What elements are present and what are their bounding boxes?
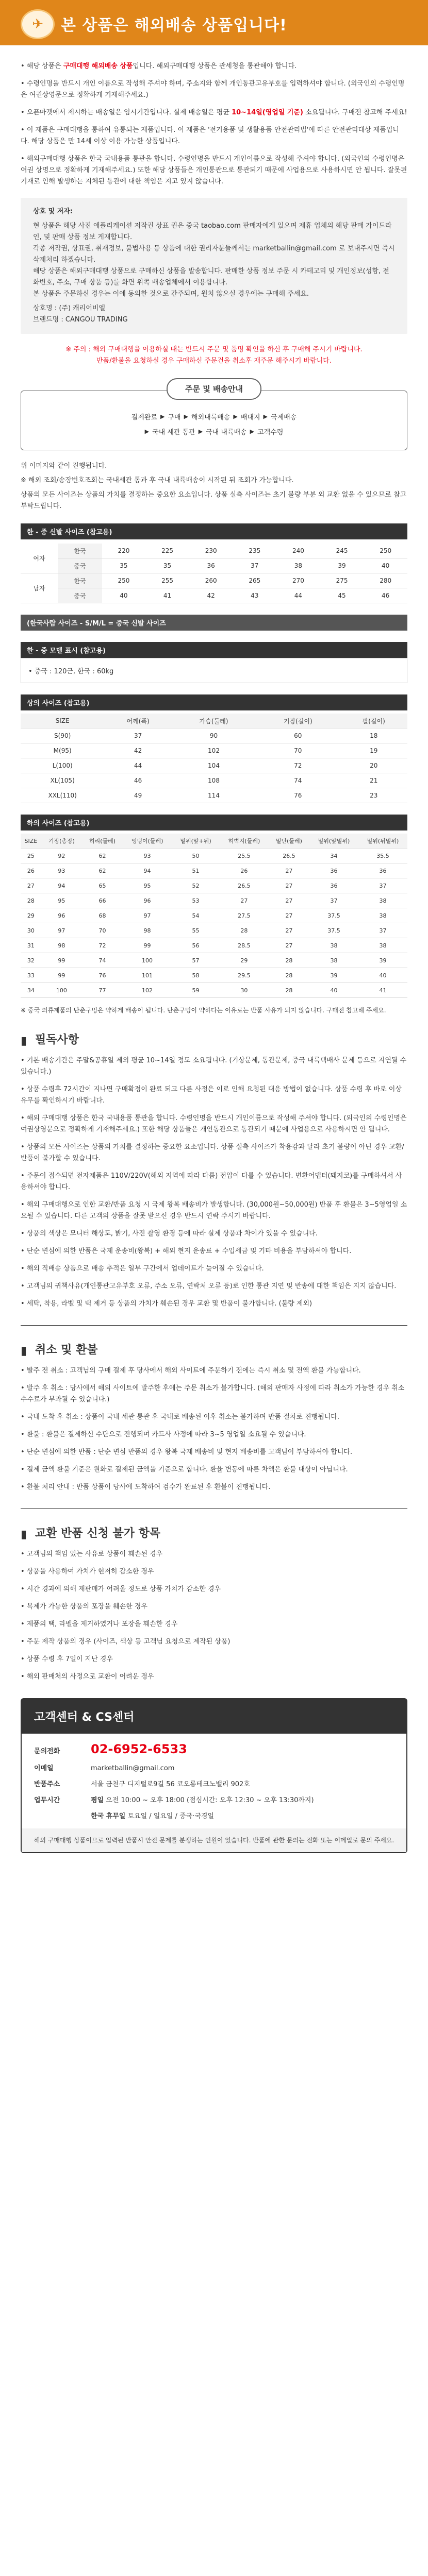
cs-holiday-row: 한국 휴무일 토요일 / 일요일 / 중국·국경일 <box>91 1812 215 1820</box>
caution-title: ▮ 필독사항 <box>21 1033 79 1047</box>
overseas-shipping-banner <box>0 0 428 45</box>
table-cell: 77 <box>82 983 123 998</box>
table-row <box>21 893 407 908</box>
cs-title: 고객센터 & CS센터 <box>22 1699 406 1734</box>
table-row <box>21 968 407 983</box>
table-row <box>21 849 407 863</box>
table-cell: 56 <box>172 938 220 953</box>
table-cell: 29 <box>220 953 269 968</box>
table-cell: 26.5 <box>220 878 269 893</box>
table-cell: 35 <box>102 558 146 573</box>
table-cell: XL(105) <box>21 773 104 788</box>
shoe-size-header: 한 - 중 신발 사이즈 (참고용) <box>21 523 407 539</box>
order-flow <box>0 378 428 450</box>
table-cell: S(90) <box>21 728 104 743</box>
table-cell: 28.5 <box>220 938 269 953</box>
cs-footer: 해외 구매대행 상품이므로 입력된 반품시 안전 문제를 분쟁하는 인원이 있습니다. 반품에 관한 문의는 전화 또는 이메일로 문의 주세요. <box>22 1828 406 1852</box>
divider <box>21 1325 407 1326</box>
table-cell: 18 <box>340 728 407 743</box>
table-cell: 36 <box>189 558 233 573</box>
arrow-right-icon: ▶ <box>250 428 255 435</box>
table-cell: 230 <box>189 544 233 558</box>
table-cell: 255 <box>145 573 189 588</box>
bottom-size-section <box>0 815 428 1015</box>
table-cell: 38 <box>358 938 407 953</box>
table-cell: 58 <box>172 968 220 983</box>
table-row <box>21 758 407 773</box>
country-label: 한국 <box>58 544 102 558</box>
column-header: SIZE <box>21 714 104 728</box>
table-cell: 36 <box>358 863 407 878</box>
seller-info-line: 현 상품은 해당 사진 애플리케이션 저작권 상표 권은 중국 taobao.com 판매자에게 있으며 제휴 업체의 해당 판매 가이드라인, 및 판매 상품 정보 게재합니다. <box>33 222 392 241</box>
table-cell: 28 <box>21 893 41 908</box>
column-header: 기장(총장) <box>41 834 82 849</box>
intro-bullet: • 오픈마켓에서 제시하는 배송일은 임시기간입니다. 실제 배송일은 평균 10~14일(영업일 기준) 소요됩니다. 구매전 참고해 주세요! <box>21 109 407 116</box>
table-cell: 93 <box>41 863 82 878</box>
list-item: • 발주 후 취소 : 당사에서 해외 사이트에 발주한 후에는 주문 취소가 불가합니다. (해외 판매자 사정에 따라 취소가 가능한 경우 취소 수수료가 부과될 수 있습니다.) <box>21 1384 405 1403</box>
arrow-right-icon: ▶ <box>184 413 189 420</box>
table-cell: 26 <box>21 863 41 878</box>
table-cell: 25.5 <box>220 849 269 863</box>
cs-address-row: 반품주소 서울 금천구 디지털로9길 56 코오롱테크노밸리 902호 <box>22 1775 406 1791</box>
flow-notes <box>0 461 428 512</box>
list-icon: ▮ <box>21 1345 27 1358</box>
arrow-right-icon: ▶ <box>233 413 238 420</box>
arrow-right-icon: ▶ <box>198 428 203 435</box>
table-cell: 26 <box>220 863 269 878</box>
table-cell: 93 <box>123 849 172 863</box>
list-item: • 해외 구매대행 상품은 한국 국내용품 통관을 합니다. 수령인명을 반드시 개인이름으로 작성해 주셔야 합니다. (외국인의 수령인명은 여권상영문으로 정확하게 기재해주세요.) 또한 해당 상품들은 개인통관으로 통관되기 때문에 사업용으로 사용하시면 안 됩니다. <box>21 1114 407 1133</box>
table-cell: 27.5 <box>220 908 269 923</box>
country-label: 중국 <box>58 588 102 603</box>
order-flow-pill: 주문 및 배송안내 <box>167 378 261 400</box>
table-cell: 72 <box>82 938 123 953</box>
table-cell: 250 <box>364 544 407 558</box>
table-cell: 52 <box>172 878 220 893</box>
table-cell: 41 <box>145 588 189 603</box>
refund-section <box>0 1325 428 1493</box>
cs-phone[interactable]: 02-6952-6533 <box>91 1742 187 1756</box>
table-cell: 68 <box>82 908 123 923</box>
cs-phone-row: 문의전화 02-6952-6533 <box>34 1742 187 1756</box>
table-cell: 45 <box>320 588 364 603</box>
intro-bullet: • 이 제품은 구매대행을 통하여 유통되는 제품입니다. 이 제품은 '전기용품 및 생활용품 안전관리법'에 따른 안전관리대상 제품입니다. 해당 상품은 만 14세 이상 이용 가능한 상품입니다. <box>21 126 399 145</box>
warning-line: ※ 주의 : 해외 구매대행을 이용하실 때는 반드시 주문 및 품명 확인을 하신 후 구매해 주시기 바랍니다. <box>65 346 363 353</box>
table-cell: 102 <box>172 743 256 758</box>
column-header: 밑위(앞밑위) <box>309 834 358 849</box>
table-cell: 99 <box>41 968 82 983</box>
flow-step: 구매 <box>168 414 181 421</box>
arrow-right-icon: ▶ <box>160 413 165 420</box>
table-cell: 28 <box>220 923 269 938</box>
warning-notice <box>0 344 428 367</box>
table-cell: 250 <box>102 573 146 588</box>
table-cell: 37 <box>233 558 276 573</box>
table-cell: 37 <box>104 728 172 743</box>
list-item: • 상품 수령후 72시간이 지나면 구매확정이 완료 되고 다른 사정은 이로 인해 요청된 대응 방법이 없습니다. 상품 수령 후 바로 이상 유무를 확인하시기 바랍니다. <box>21 1086 402 1105</box>
table-cell: M(95) <box>21 743 104 758</box>
table-row <box>21 908 407 923</box>
table-row <box>21 953 407 968</box>
bottom-size-header: 하의 사이즈 (참고용) <box>21 815 407 831</box>
table-cell: 20 <box>340 758 407 773</box>
cs-address: 서울 금천구 디지털로9길 56 코오롱테크노밸리 902호 <box>91 1781 250 1788</box>
gender-label: 남자 <box>21 573 58 603</box>
seller-info-title: 상호 및 저자: <box>33 208 73 215</box>
table-cell: 35.5 <box>358 849 407 863</box>
top-size-table <box>21 714 407 803</box>
table-cell: 104 <box>172 758 256 773</box>
seller-info-line: 각종 저작권, 상표권, 취재정보, 불법사용 등 상품에 대한 권리자분들께서는 marketballin@gmail.com 로 보내주시면 즉시 삭제처리 하겠습니다. <box>33 245 395 264</box>
table-cell: 27 <box>269 938 309 953</box>
table-cell: 50 <box>172 849 220 863</box>
flow-step: 국내 세관 통관 <box>152 429 195 436</box>
table-cell: 41 <box>358 983 407 998</box>
caution-section <box>0 1031 428 1310</box>
bottom-size-table <box>21 834 407 998</box>
table-cell: 235 <box>233 544 276 558</box>
column-header: 엉덩이(둘레) <box>123 834 172 849</box>
table-cell: 35 <box>145 558 189 573</box>
table-cell: 30 <box>220 983 269 998</box>
shoe-size-table <box>21 544 407 603</box>
list-item: • 해외 구매대행으로 인한 교환/반품 요청 시 국제 왕복 배송비가 발생합니다. (30,000원~50,000원) 반품 후 환불은 3~5영업일 소요될 수 있습니다. 다른 고객의 상품을 잘못 받으신 경우 반드시 연락 주시기 바랍니다. <box>21 1201 407 1220</box>
model-text: • 중국 : 120근, 한국 : 60kg <box>21 658 407 683</box>
table-cell: 55 <box>172 923 220 938</box>
column-header: 밑위(앞+뒤) <box>172 834 220 849</box>
seller-info-line: 본 상품은 주문하신 경우는 이에 동의한 것으로 간주되며, 원치 않으실 경우에는 구매해 주세요. <box>33 290 309 298</box>
table-cell: 37.5 <box>309 908 358 923</box>
refund-list <box>21 1365 407 1493</box>
cs-center-box <box>21 1698 407 1853</box>
table-cell: 42 <box>189 588 233 603</box>
list-item: • 시간 경과에 의해 재판매가 어려울 정도로 상품 가치가 감소한 경우 <box>21 1585 221 1593</box>
list-item: • 국내 도착 후 취소 : 상품이 국내 세관 통관 후 국내로 배송된 이후 취소는 불가하며 반품 절차로 진행됩니다. <box>21 1413 340 1421</box>
table-cell: 265 <box>233 573 276 588</box>
table-cell: 27 <box>269 878 309 893</box>
table-row <box>21 773 407 788</box>
list-item: • 주문 제작 상품의 경우 (사이즈, 색상 등 고객님 요청으로 제작된 상품) <box>21 1638 231 1646</box>
table-cell: 40 <box>102 588 146 603</box>
list-item: • 고객님의 책임 있는 사유로 상품이 훼손된 경우 <box>21 1550 163 1558</box>
table-cell: 40 <box>364 558 407 573</box>
order-flow-row <box>31 427 397 436</box>
table-cell: 100 <box>41 983 82 998</box>
table-cell: 23 <box>340 788 407 803</box>
table-cell: 40 <box>309 983 358 998</box>
intro-bullet: • 해당 상품은 구매대행 해외배송 상품입니다. 해외구매대행 상품은 관세청을 통관해야 합니다. <box>21 62 297 70</box>
column-header: 가슴(둘레) <box>172 714 256 728</box>
table-cell: 46 <box>364 588 407 603</box>
table-cell: 38 <box>309 938 358 953</box>
table-cell: 29.5 <box>220 968 269 983</box>
refund-title: ▮ 취소 및 환불 <box>21 1344 98 1358</box>
column-header: 기장(길이) <box>256 714 340 728</box>
table-cell: 96 <box>41 908 82 923</box>
intro-bullets <box>0 61 428 188</box>
table-cell: 29 <box>21 908 41 923</box>
table-cell: 40 <box>358 968 407 983</box>
airplane-icon: ✈ <box>21 9 55 39</box>
list-item: • 단순 변심에 의한 반품은 국제 운송비(왕복) + 해외 현지 운송료 + 수입세금 및 기타 비용을 부담하셔야 합니다. <box>21 1247 352 1255</box>
flow-step: 고객수령 <box>257 429 284 436</box>
table-cell: 33 <box>21 968 41 983</box>
table-row <box>21 743 407 758</box>
list-item: • 상품 수령 후 7일이 지난 경우 <box>21 1655 113 1663</box>
warning-line: 반품/환불을 요청하실 경우 구매하신 주문건을 취소후 재주문 해주시기 바랍니다. <box>96 357 332 365</box>
no-return-section <box>0 1509 428 1683</box>
table-cell: 39 <box>309 968 358 983</box>
table-cell: 27 <box>269 893 309 908</box>
table-cell: 95 <box>41 893 82 908</box>
list-item: • 단순 변심에 의한 반품 : 단순 변심 반품의 경우 왕복 국제 배송비 및 현지 배송비를 고객님이 부담하셔야 합니다. <box>21 1448 353 1456</box>
arrow-right-icon: ▶ <box>144 428 150 435</box>
table-cell: 100 <box>123 953 172 968</box>
model-header: 한 - 중 모델 표시 (참고용) <box>21 642 407 658</box>
table-cell: 27 <box>21 878 41 893</box>
table-row <box>21 863 407 878</box>
table-cell: 37.5 <box>309 923 358 938</box>
list-item: • 해외 직배송 상품으로 배송 추적은 일부 구간에서 업데이트가 늦어질 수 있습니다. <box>21 1265 264 1273</box>
table-cell: 270 <box>276 573 320 588</box>
table-cell: 275 <box>320 573 364 588</box>
table-row <box>21 923 407 938</box>
banner-title: 본 상품은 해외배송 상품입니다! <box>61 16 287 35</box>
table-cell: 98 <box>123 923 172 938</box>
table-cell: 38 <box>358 893 407 908</box>
top-size-section <box>0 694 428 803</box>
table-cell: 37 <box>358 878 407 893</box>
column-header: 밑위(뒤밑위) <box>358 834 407 849</box>
intro-bullet: • 해외구매대행 상품은 한국 국내용품 통관을 합니다. 수령인명을 반드시 개인이름으로 작성해 주셔야 합니다. (외국인의 수령인명은 여권 상명으로 정확하게 기재해주세요.) 또한 해당 상품들은 개인통관으로 통관되기 때문에 사업용으로 사용하시면 안 됩니다. 잘못된 기재로 인해 발생하는 지체된 통관에 대한 책임은 지고 있지 않습니다. <box>21 155 407 185</box>
table-cell: 19 <box>340 743 407 758</box>
table-cell: 95 <box>123 878 172 893</box>
table-cell: 101 <box>123 968 172 983</box>
intro-bullet: • 수령인명을 반드시 개인 이름으로 작성해 주셔야 하며, 주소지와 함께 개인통관고유부호를 입력하셔야 합니다. (외국인의 수령인명은 여권상영문으로 정확하게 기재해주세요.) <box>21 80 405 99</box>
table-cell: 97 <box>41 923 82 938</box>
table-cell: 39 <box>320 558 364 573</box>
table-cell: 70 <box>256 743 340 758</box>
no-return-list <box>21 1549 407 1683</box>
table-cell: 245 <box>320 544 364 558</box>
list-icon: ▮ <box>21 1035 27 1047</box>
table-row <box>21 728 407 743</box>
table-cell: 57 <box>172 953 220 968</box>
table-row <box>21 983 407 998</box>
table-cell: 30 <box>21 923 41 938</box>
table-cell: 31 <box>21 938 41 953</box>
column-header: 어깨(폭) <box>104 714 172 728</box>
table-cell: L(100) <box>21 758 104 773</box>
column-header: SIZE <box>21 834 41 849</box>
seller-info-line: 해당 상품은 해외구매대행 상품으로 구매하신 상품을 발송합니다. 판매한 상품 정보 주문 시 카테고리 및 개인정보(성함, 전화번호, 주소, 구매 상품 등)를 화면 위쪽 배송업체에서 이용합니다. <box>33 267 389 286</box>
list-item: • 해외 판매처의 사정으로 교환이 어려운 경우 <box>21 1673 154 1681</box>
table-cell: 225 <box>145 544 189 558</box>
top-size-header: 상의 사이즈 (참고용) <box>21 694 407 710</box>
table-cell: 220 <box>102 544 146 558</box>
seller-name-label: 상호명 : <box>33 304 57 312</box>
size-note-bar: (한국사람 사이즈 - S/M/L = 중국 신발 사이즈 <box>21 615 407 631</box>
model-section <box>0 642 428 683</box>
table-cell: 74 <box>82 953 123 968</box>
list-item: • 세탁, 착용, 라벨 및 택 제거 등 상품의 가치가 훼손된 경우 교환 및 반품이 불가합니다. (불량 제외) <box>21 1300 312 1308</box>
column-header: 밑단(둘레) <box>269 834 309 849</box>
list-item: • 결제 금액 환불 기준은 원화로 결제된 금액을 기준으로 합니다. 환율 변동에 따른 차액은 환불 대상이 아닙니다. <box>21 1466 348 1473</box>
flow-step: 결제완료 <box>131 414 157 421</box>
note: 상품의 모든 사이즈는 상품의 가치를 결정하는 중요한 요소입니다. 상품 실측 사이즈는 초기 불량 부분 외 교환 없을 수 있으므로 참고 부탁드립니다. <box>21 491 407 510</box>
table-cell: 28 <box>269 983 309 998</box>
table-cell: 36 <box>309 863 358 878</box>
table-cell: 74 <box>256 773 340 788</box>
table-cell: 34 <box>309 849 358 863</box>
table-cell: 240 <box>276 544 320 558</box>
list-item: • 고객님의 귀책사유(개인통관고유부호 오류, 주소 오류, 연락처 오류 등)로 인한 통관 지연 및 반송에 대한 책임은 지지 않습니다. <box>21 1282 397 1290</box>
table-cell: 27 <box>269 863 309 878</box>
table-cell: 34 <box>21 983 41 998</box>
shoe-size-section <box>0 523 428 631</box>
table-cell: 27 <box>220 893 269 908</box>
column-header: 허리(둘레) <box>82 834 123 849</box>
table-cell: XXL(110) <box>21 788 104 803</box>
note: 위 이미지와 같이 진행됩니다. <box>21 462 107 470</box>
table-cell: 97 <box>123 908 172 923</box>
seller-info-box <box>21 198 407 334</box>
table-cell: 36 <box>309 878 358 893</box>
table-cell: 260 <box>189 573 233 588</box>
table-cell: 27 <box>269 923 309 938</box>
no-return-title: ▮ 교환 반품 신청 불가 항목 <box>21 1527 161 1541</box>
country-label: 한국 <box>58 573 102 588</box>
flow-step: 해외내륙배송 <box>191 414 231 421</box>
seller-name: (주) 캐리어비엘 <box>59 304 105 312</box>
gender-label: 여자 <box>21 544 58 573</box>
list-item: • 제품의 택, 라벨을 제거하였거나 포장을 훼손한 경우 <box>21 1620 178 1628</box>
table-cell: 59 <box>172 983 220 998</box>
table-cell: 32 <box>21 953 41 968</box>
table-cell: 76 <box>256 788 340 803</box>
table-cell: 108 <box>172 773 256 788</box>
table-cell: 53 <box>172 893 220 908</box>
table-cell: 51 <box>172 863 220 878</box>
table-cell: 72 <box>256 758 340 773</box>
table-cell: 43 <box>233 588 276 603</box>
list-item: • 복제가 가능한 상품의 포장을 훼손한 경우 <box>21 1603 147 1611</box>
table-cell: 28 <box>269 968 309 983</box>
table-cell: 114 <box>172 788 256 803</box>
table-cell: 26.5 <box>269 849 309 863</box>
list-item: • 상품의 모든 사이즈는 상품의 가치를 결정하는 중요한 요소입니다. 상품 실측 사이즈가 착용감과 달라 초기 불량이 아닌 경우 교환/반품이 불가할 수 있습니다. <box>21 1143 404 1162</box>
note: ※ 해외 조회/송장번호조회는 국내세관 통과 후 국내 내륙배송이 시작된 뒤 조회가 가능합니다. <box>21 477 294 484</box>
table-cell: 38 <box>358 908 407 923</box>
table-cell: 44 <box>276 588 320 603</box>
table-cell: 65 <box>82 878 123 893</box>
table-cell: 46 <box>104 773 172 788</box>
table-cell: 37 <box>309 893 358 908</box>
list-item: • 기본 배송기간은 주말&공휴일 제외 평균 10~14일 정도 소요됩니다. (기상문제, 통관문제, 중국 내륙택배사 문제 등으로 지연될 수 있습니다.) <box>21 1057 407 1076</box>
table-cell: 98 <box>41 938 82 953</box>
table-row <box>21 788 407 803</box>
arrow-right-icon: ▶ <box>263 413 268 420</box>
list-item: • 환불 : 환불은 결제하신 수단으로 진행되며 카드사 사정에 따라 3~5 영업일 소요될 수 있습니다. <box>21 1431 306 1438</box>
table-cell: 42 <box>104 743 172 758</box>
list-item: • 발주 전 취소 : 고객님의 구매 결제 후 당사에서 해외 사이트에 주문하기 전에는 즉시 취소 및 전액 환불 가능합니다. <box>21 1367 361 1375</box>
table-cell: 44 <box>104 758 172 773</box>
table-cell: 37 <box>358 923 407 938</box>
column-header: 팔(길이) <box>340 714 407 728</box>
column-header: 허벅지(둘레) <box>220 834 269 849</box>
table-cell: 38 <box>309 953 358 968</box>
table-cell: 280 <box>364 573 407 588</box>
table-cell: 90 <box>172 728 256 743</box>
table-cell: 62 <box>82 863 123 878</box>
brand-label: 브랜드명 : <box>33 316 63 324</box>
caution-list <box>21 1055 407 1310</box>
table-cell: 21 <box>340 773 407 788</box>
flow-step: 국제배송 <box>271 414 297 421</box>
table-cell: 102 <box>123 983 172 998</box>
table-cell: 92 <box>41 849 82 863</box>
cs-email-row: 이메일 marketballin@gmail.com <box>34 1765 175 1772</box>
table-cell: 49 <box>104 788 172 803</box>
table-cell: 94 <box>41 878 82 893</box>
table-row <box>21 878 407 893</box>
table-cell: 28 <box>269 953 309 968</box>
list-item: • 상품을 사용하여 가치가 현저히 감소한 경우 <box>21 1568 154 1575</box>
table-cell: 76 <box>82 968 123 983</box>
order-flow-row <box>31 412 397 421</box>
table-cell: 66 <box>82 893 123 908</box>
flow-step: 국내 내륙배송 <box>206 429 247 436</box>
table-cell: 60 <box>256 728 340 743</box>
table-cell: 70 <box>82 923 123 938</box>
table-cell: 94 <box>123 863 172 878</box>
table-cell: 99 <box>41 953 82 968</box>
cs-hours-row: 업무시간 평일 오전 10:00 ~ 오후 18:00 (점심시간: 오후 12:30 ~ 오후 13:30까지) <box>34 1797 314 1804</box>
table-cell: 38 <box>276 558 320 573</box>
list-item: • 주문이 접수되면 전자제품은 110V/220V(해외 지역에 따라 다름) 전압이 다를 수 있습니다. 변환어댑터(돼지코)를 구매하셔서 사용하셔야 합니다. <box>21 1172 402 1191</box>
brand-name: CANGOU TRADING <box>65 316 128 324</box>
table-cell: 39 <box>358 953 407 968</box>
table-cell: 99 <box>123 938 172 953</box>
flow-step: 배대지 <box>240 414 260 421</box>
list-item: • 상품의 색상은 모니터 해상도, 밝기, 사진 촬영 환경 등에 따라 실제 상품과 차이가 있을 수 있습니다. <box>21 1230 318 1238</box>
table-row <box>21 938 407 953</box>
table-cell: 54 <box>172 908 220 923</box>
size-disclaimer: ※ 중국 의류제품의 단춘구멍은 약하게 배송이 됩니다. 단춘구멍이 약하다는 이유로는 반품 사유가 되지 않습니다. 구매전 참고해 주세요. <box>21 1007 386 1014</box>
cs-email[interactable]: marketballin@gmail.com <box>91 1765 175 1772</box>
list-item: • 환불 처리 안내 : 반품 상품이 당사에 도착하여 검수가 완료된 후 환불이 진행됩니다. <box>21 1483 271 1491</box>
table-cell: 96 <box>123 893 172 908</box>
table-cell: 62 <box>82 849 123 863</box>
table-cell: 25 <box>21 849 41 863</box>
list-icon: ▮ <box>21 1528 27 1541</box>
country-label: 중국 <box>58 558 102 573</box>
table-cell: 27 <box>269 908 309 923</box>
